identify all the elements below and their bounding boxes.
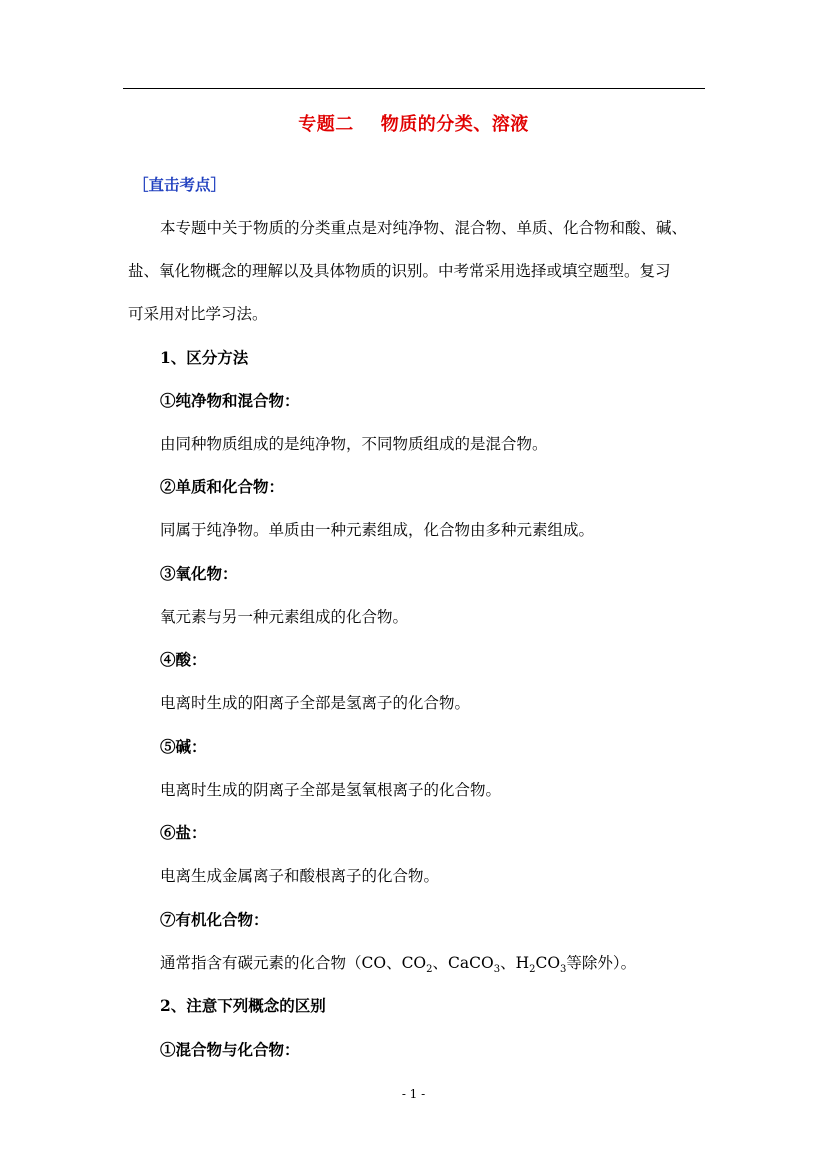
item-3-text: 氧元素与另一种元素组成的化合物。 — [160, 608, 409, 626]
item-7-sub-3: 2 — [529, 964, 536, 976]
item-1-label: ①纯净物和混合物： — [160, 391, 300, 410]
item-7-label: ⑦有机化合物： — [160, 910, 269, 929]
item-5-label: ⑤碱： — [160, 737, 207, 756]
intro-line-2: 盐、氧化物概念的理解以及具体物质的识别。中考常采用选择或填空题型。复习 — [128, 262, 671, 280]
item-3-label: ③氧化物： — [160, 564, 238, 583]
item-2-text: 同属于纯净物。单质由一种元素组成，化合物由多种元素组成。 — [160, 521, 595, 539]
section2-item-1-label: ①混合物与化合物： — [160, 1040, 300, 1059]
item-4-label: ④酸： — [160, 650, 207, 669]
header-rule — [123, 88, 705, 89]
item-7-text-prefix: 通常指含有碳元素的化合物（CO、CO — [160, 954, 427, 972]
item-5-text: 电离时生成的阴离子全部是氢氧根离子的化合物。 — [160, 781, 502, 799]
intro-line-1: 本专题中关于物质的分类重点是对纯净物、混合物、单质、化合物和酸、碱、 — [160, 219, 688, 237]
item-7-text-mid-2: 、H — [500, 954, 530, 972]
section-tag: ［直击考点］ — [133, 175, 227, 194]
page-number: - 1 - — [401, 1087, 426, 1101]
item-6-label: ⑥盐： — [160, 823, 207, 842]
item-7-text — [160, 953, 637, 976]
document-title: 专题二 物质的分类、溶液 — [298, 114, 529, 135]
item-7-text-mid-3: CO — [535, 954, 561, 972]
item-2-label: ②单质和化合物： — [160, 477, 285, 496]
item-1-text: 由同种物质组成的是纯净物，不同物质组成的是混合物。 — [160, 435, 548, 453]
item-7-sub-2: 3 — [493, 964, 501, 976]
item-7-sub-1: 2 — [426, 964, 433, 976]
section1-heading: 1、区分方法 — [160, 348, 249, 367]
section2-heading: 2、注意下列概念的区别 — [160, 996, 326, 1015]
item-7-text-suffix: 等除外）。 — [566, 954, 637, 972]
item-7-sub-4: 3 — [560, 964, 567, 976]
item-4-text: 电离时生成的阳离子全部是氢离子的化合物。 — [160, 694, 471, 712]
intro-line-3: 可采用对比学习法。 — [128, 305, 268, 323]
item-7-text-mid-1: 、CaCO — [432, 954, 494, 972]
item-6-text: 电离生成金属离子和酸根离子的化合物。 — [160, 867, 440, 885]
